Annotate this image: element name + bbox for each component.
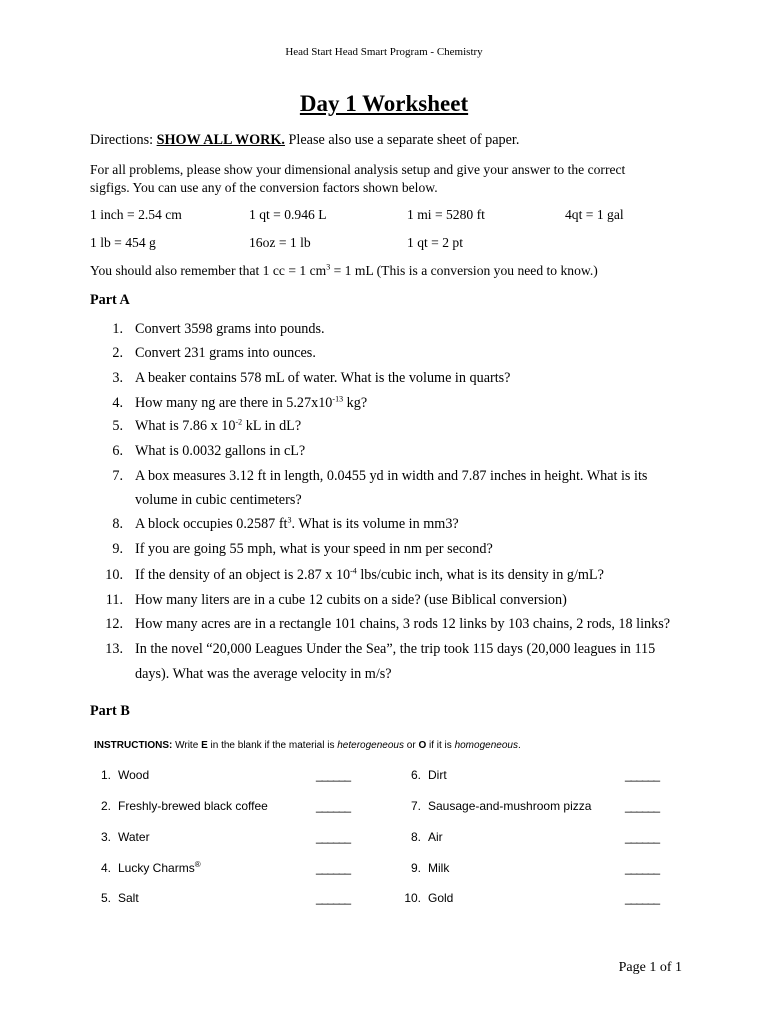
item-text: Dirt <box>428 768 447 782</box>
question-text <box>135 418 301 435</box>
conversion-factor: 1 lb = 454 g <box>90 235 156 250</box>
question-number: 6. <box>112 443 123 459</box>
item-text: Wood <box>118 768 150 782</box>
question <box>90 468 690 488</box>
item-text: Water <box>118 830 150 844</box>
instructions-text: if it is <box>426 740 455 751</box>
item-text-main: Lucky Charms <box>118 861 195 875</box>
answer-blank[interactable]: ______ <box>316 830 351 844</box>
instructions-label: INSTRUCTIONS: <box>94 740 173 751</box>
instructions-text: in the blank if the material is <box>207 740 338 751</box>
question-text: If you are going 55 mph, what is your speed in nm per second? <box>135 541 493 557</box>
question <box>90 641 690 661</box>
question-text: Convert 3598 grams into pounds. <box>135 321 325 337</box>
intro-line-1: For all problems, please show your dimensional analysis setup and give your answer to the correct <box>90 162 626 177</box>
question-number: 4. <box>112 395 123 411</box>
question-text-part: If the density of an object is 2.87 x 10 <box>135 567 351 583</box>
page-header: Head Start Head Smart Program - Chemistry <box>285 46 483 58</box>
page-number: Page 1 of 1 <box>618 960 682 975</box>
question <box>90 370 690 390</box>
question-text-part: . What is its volume in mm3? <box>291 516 459 532</box>
question <box>90 345 690 365</box>
item-number: 7. <box>410 799 421 813</box>
item-number: 1. <box>100 768 111 782</box>
item-text: Sausage-and-mushroom pizza <box>428 799 592 813</box>
question-text: How many liters are in a cube 12 cubits on a side? (use Biblical conversion) <box>135 592 567 608</box>
question <box>90 592 690 612</box>
question-number: 1. <box>112 321 123 337</box>
question-text: volume in cubic centimeters? <box>135 492 302 508</box>
superscript: -2 <box>235 417 243 427</box>
superscript: 3 <box>326 262 331 272</box>
remember-text: You should also remember that 1 cc = 1 cm <box>90 263 327 278</box>
question-text: A box measures 3.12 ft in length, 0.0455 yd in width and 7.87 inches in height. What is its <box>135 468 648 484</box>
page-title: Day 1 Worksheet <box>299 91 469 116</box>
part-a-heading: Part A <box>90 292 130 308</box>
conversion-factor: 16oz = 1 lb <box>249 235 311 250</box>
superscript: -13 <box>332 394 344 404</box>
question-number: 10. <box>105 567 123 583</box>
instructions-text: or <box>403 740 419 751</box>
question-text: What is 0.0032 gallons in cL? <box>135 443 306 459</box>
question-continuation <box>90 492 690 512</box>
instructions-text: Write <box>172 740 202 751</box>
question-continuation <box>90 666 690 686</box>
answer-blank[interactable]: ______ <box>625 768 660 782</box>
answer-blank[interactable]: ______ <box>316 891 351 905</box>
question-text: Convert 231 grams into ounces. <box>135 345 316 361</box>
item-text: Milk <box>428 861 450 875</box>
question-number: 9. <box>112 541 123 557</box>
directions-rest: Please also use a separate sheet of paper. <box>284 132 520 148</box>
question-text-part: kL in dL? <box>242 418 302 434</box>
question <box>90 516 690 536</box>
question-text <box>135 395 367 412</box>
item-number: 4. <box>100 861 111 875</box>
question-number: 12. <box>105 616 123 632</box>
item-text: Salt <box>118 891 139 905</box>
question-number: 2. <box>112 345 123 361</box>
question-number: 11. <box>105 592 123 608</box>
question-text-part: kg? <box>343 395 368 411</box>
question <box>90 443 690 463</box>
item-number: 2. <box>100 799 111 813</box>
directions-emphasis: SHOW ALL WORK. <box>156 132 285 148</box>
question <box>90 541 690 561</box>
instructions-letter-e: E <box>201 740 208 751</box>
answer-blank[interactable]: ______ <box>625 830 660 844</box>
question-number: 3. <box>112 370 123 386</box>
item-text: Air <box>428 830 443 844</box>
item-number: 3. <box>100 830 111 844</box>
instructions-letter-o: O <box>418 740 427 751</box>
item-number: 8. <box>410 830 421 844</box>
conversion-factor: 1 inch = 2.54 cm <box>90 207 182 222</box>
superscript: 3 <box>287 515 292 525</box>
question-text: In the novel “20,000 Leagues Under the Sea”, the trip took 115 days (20,000 leagues in 115 <box>135 641 656 657</box>
intro-line-2: sigfigs. You can use any of the conversion factors shown below. <box>90 180 438 195</box>
question-number: 8. <box>112 516 123 532</box>
question-text <box>135 516 459 533</box>
question-text: A beaker contains 578 mL of water. What is the volume in quarts? <box>135 370 511 386</box>
directions-label: Directions: <box>90 132 157 148</box>
registered-mark: ® <box>194 860 201 869</box>
conversion-factor: 1 qt = 0.946 L <box>249 207 327 222</box>
item-number: 9. <box>410 861 421 875</box>
question-text: How many acres are in a rectangle 101 chains, 3 rods 12 links by 103 chains, 2 rods, 18 links? <box>135 616 671 632</box>
question <box>90 321 690 341</box>
item-number: 6. <box>410 768 421 782</box>
answer-blank[interactable]: ______ <box>625 891 660 905</box>
answer-blank[interactable]: ______ <box>625 861 660 875</box>
instructions-homogeneous: homogeneous <box>454 740 518 751</box>
remember-note <box>90 263 598 279</box>
question-number: 13. <box>105 641 123 657</box>
answer-blank[interactable]: ______ <box>625 799 660 813</box>
instructions-text: . <box>517 740 521 751</box>
answer-blank[interactable]: ______ <box>316 861 351 875</box>
part-b-instructions <box>94 740 521 751</box>
item-text <box>118 861 201 875</box>
conversion-factor: 4qt = 1 gal <box>565 207 624 222</box>
item-text: Gold <box>428 891 454 905</box>
question-number: 7. <box>112 468 123 484</box>
question-text: days). What was the average velocity in m/s? <box>135 666 392 682</box>
directions <box>90 132 519 149</box>
answer-blank[interactable]: ______ <box>316 768 351 782</box>
question-text-part: A block occupies 0.2587 ft <box>135 516 288 532</box>
question <box>90 616 690 636</box>
remember-text: = 1 mL (This is a conversion you need to know.) <box>330 263 598 278</box>
question-text-part: How many ng are there in 5.27x10 <box>135 395 333 411</box>
question-text-part: What is 7.86 x 10 <box>135 418 236 434</box>
answer-blank[interactable]: ______ <box>316 799 351 813</box>
question-text-part: lbs/cubic inch, what is its density in g/mL? <box>356 567 604 583</box>
item-number: 5. <box>100 891 111 905</box>
item-text: Freshly-brewed black coffee <box>118 799 268 813</box>
part-b-heading: Part B <box>90 703 130 719</box>
item-number: 10. <box>404 891 421 905</box>
question <box>90 395 690 415</box>
question <box>90 418 690 438</box>
instructions-heterogeneous: heterogeneous <box>337 740 404 751</box>
superscript: -4 <box>350 566 357 576</box>
question-number: 5. <box>112 418 123 434</box>
question <box>90 567 690 587</box>
conversion-factor: 1 mi = 5280 ft <box>407 207 485 222</box>
question-text <box>135 567 604 584</box>
conversion-factor: 1 qt = 2 pt <box>407 235 464 250</box>
